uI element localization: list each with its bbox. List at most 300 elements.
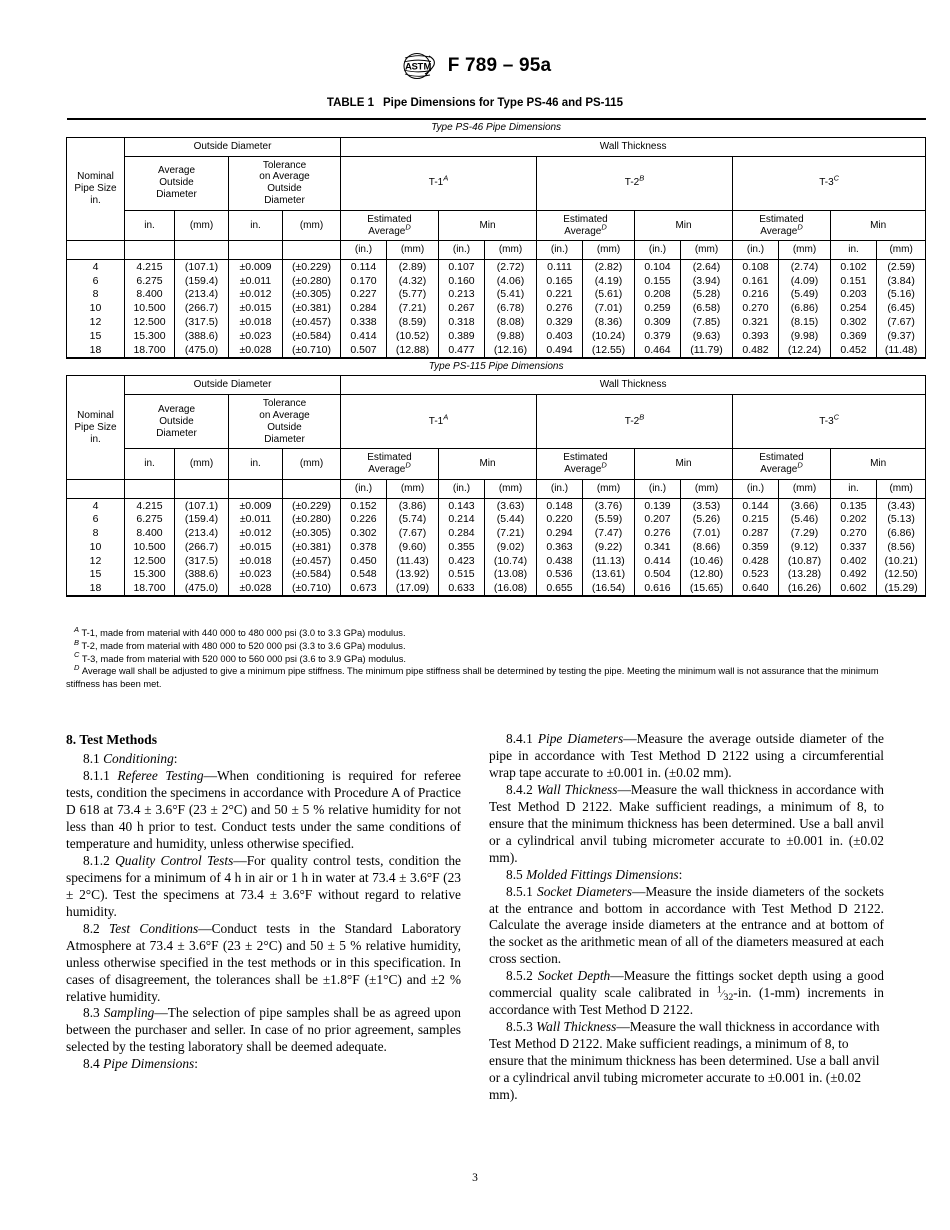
- table-cell: 0.227: [341, 288, 387, 302]
- table-section-band: [67, 358, 926, 376]
- table-cell: (107.1): [175, 260, 229, 274]
- table-cell: (±0.710): [283, 582, 341, 597]
- table-cell: 12.500: [125, 554, 175, 568]
- paragraph-number: 8.5.1: [506, 883, 533, 899]
- table-cell: (5.77): [387, 288, 439, 302]
- table-row: [67, 288, 926, 302]
- paragraph-separator: —: [233, 852, 247, 868]
- table-cell: 0.378: [341, 540, 387, 554]
- table-cell: (5.26): [681, 513, 733, 527]
- header-average-outside-diameter: Average Outside Diameter: [125, 156, 229, 210]
- table-cell: 0.284: [341, 302, 387, 316]
- paragraph: [66, 921, 461, 1006]
- table-cell: (12.88): [387, 343, 439, 358]
- header-t3-est-mm: (mm): [779, 241, 831, 260]
- table-cell: (12.50): [877, 568, 926, 582]
- table-cell: 10: [67, 540, 125, 554]
- table-cell: 0.254: [831, 302, 877, 316]
- table-cell: ±0.012: [229, 288, 283, 302]
- table-cell: (10.46): [681, 554, 733, 568]
- table-cell: (±0.457): [283, 315, 341, 329]
- table-cell: (10.74): [485, 554, 537, 568]
- header-t2-est-in: (in.): [537, 241, 583, 260]
- table-cell: (3.86): [387, 498, 439, 512]
- paragraph-number: 8.5: [506, 866, 523, 882]
- table-cell: (9.22): [583, 540, 635, 554]
- table-cell: 0.170: [341, 274, 387, 288]
- table-cell: 0.369: [831, 329, 877, 343]
- table-title: [0, 97, 950, 109]
- table-cell: 0.482: [733, 343, 779, 358]
- table-row: [67, 582, 926, 597]
- table-cell: 15.300: [125, 568, 175, 582]
- table-cell: 0.207: [635, 513, 681, 527]
- header-t1-est-mm: (mm): [387, 241, 439, 260]
- header-t3-estimated-average: Estimated Average$^D$: [733, 449, 831, 480]
- table-header-row-measures: [67, 449, 926, 480]
- table-cell: (5.74): [387, 513, 439, 527]
- table-cell: (3.43): [877, 498, 926, 512]
- header-t2-est-mm: (mm): [583, 241, 635, 260]
- table-cell: (13.08): [485, 568, 537, 582]
- table-cell: (±0.280): [283, 513, 341, 527]
- table-cell: 0.602: [831, 582, 877, 597]
- table-cell: 18: [67, 582, 125, 597]
- header-t2: T-2$^B$: [537, 395, 733, 449]
- table-cell: 0.341: [635, 540, 681, 554]
- fraction: $^1⁄_{32}$: [716, 984, 734, 1004]
- table-cell: 0.221: [537, 288, 583, 302]
- header-t1-est-in: (in.): [341, 480, 387, 499]
- header-t1-min-in: (in.): [439, 480, 485, 499]
- table-cell: (2.64): [681, 260, 733, 274]
- table-cell: ±0.009: [229, 498, 283, 512]
- table-cell: (11.13): [583, 554, 635, 568]
- table-cell: (8.08): [485, 315, 537, 329]
- table-cell: 0.139: [635, 498, 681, 512]
- table-cell: (388.6): [175, 568, 229, 582]
- header-t2-min-in: (in.): [635, 241, 681, 260]
- header-avg-od-mm: (mm): [175, 210, 229, 241]
- paragraph-number: 8.5.3: [506, 1019, 533, 1035]
- table-cell: 0.270: [831, 526, 877, 540]
- table-cell: 0.318: [439, 315, 485, 329]
- table-cell: 0.151: [831, 274, 877, 288]
- table-cell: (10.24): [583, 329, 635, 343]
- paragraph: [489, 782, 884, 867]
- table-cell: ±0.023: [229, 568, 283, 582]
- table-cell: ±0.023: [229, 329, 283, 343]
- table-cell: 0.111: [537, 260, 583, 274]
- table-cell: 0.673: [341, 582, 387, 597]
- table-cell: (213.4): [175, 288, 229, 302]
- table-row: [67, 526, 926, 540]
- table-cell: 10.500: [125, 540, 175, 554]
- table-cell: 6: [67, 274, 125, 288]
- paragraph: [489, 1019, 884, 1104]
- table-cell: (9.12): [779, 540, 831, 554]
- table-cell: 0.276: [537, 302, 583, 316]
- table-cell: (12.80): [681, 568, 733, 582]
- section-band-label: Type PS-115 Pipe Dimensions: [67, 358, 926, 376]
- paragraph: [489, 731, 884, 782]
- table-cell: (15.65): [681, 582, 733, 597]
- table-header-row-measures: [67, 210, 926, 241]
- table-cell: (7.67): [877, 315, 926, 329]
- table-cell: (11.48): [877, 343, 926, 358]
- table-cell: (7.85): [681, 315, 733, 329]
- header-nominal-pipe-size: Nominal Pipe Size in.: [67, 137, 125, 241]
- table-header-row-units: [67, 480, 926, 499]
- table-cell: 15.300: [125, 329, 175, 343]
- header-t2-estimated-average: Estimated Average$^D$: [537, 210, 635, 241]
- table-row: [67, 343, 926, 358]
- header-outside-diameter: Outside Diameter: [125, 376, 341, 395]
- header-spacer-avg-in: [125, 480, 175, 499]
- table-cell: ±0.018: [229, 554, 283, 568]
- paragraph-text: The selection of pipe samples shall be as agreed upon between the purchaser and seller. In case of no prior agreement, samples selected by the testing laboratory shall be deemed adequate.: [66, 1005, 461, 1055]
- table-cell: (±0.584): [283, 568, 341, 582]
- body-text: [66, 731, 884, 1151]
- pipe-dimensions-table-wrapper: [66, 118, 918, 597]
- table-cell: (4.09): [779, 274, 831, 288]
- paragraph-title: Sampling: [103, 1005, 155, 1021]
- table-caption: Pipe Dimensions for Type PS-46 and PS-115: [382, 97, 624, 109]
- table-cell: (8.36): [583, 315, 635, 329]
- table-cell: 0.359: [733, 540, 779, 554]
- table-cell: 0.165: [537, 274, 583, 288]
- paragraph-number: 8.4: [83, 1056, 100, 1072]
- table-section-band: [67, 119, 926, 137]
- paragraph-number: 8.4.1: [506, 731, 533, 746]
- table-cell: 0.267: [439, 302, 485, 316]
- paragraph-number: 8.5.2: [506, 968, 533, 984]
- table-cell: 0.477: [439, 343, 485, 358]
- header-avg-od-mm: (mm): [175, 449, 229, 480]
- table-cell: ±0.015: [229, 540, 283, 554]
- header-t3-est-mm: (mm): [779, 480, 831, 499]
- table-cell: 0.504: [635, 568, 681, 582]
- paragraph-title: Test Conditions: [109, 920, 199, 936]
- table-cell: 4.215: [125, 498, 175, 512]
- paragraph: [66, 751, 461, 768]
- header-spacer-nominal: [67, 241, 125, 260]
- table-cell: 0.161: [733, 274, 779, 288]
- table-cell: 0.414: [341, 329, 387, 343]
- header-tol-mm: (mm): [283, 449, 341, 480]
- table-cell: (7.01): [583, 302, 635, 316]
- header-t2-estimated-average: Estimated Average$^D$: [537, 449, 635, 480]
- table-cell: 0.135: [831, 498, 877, 512]
- table-cell: 6.275: [125, 513, 175, 527]
- table-cell: 0.216: [733, 288, 779, 302]
- header-t1-min-in: (in.): [439, 241, 485, 260]
- table-number: TABLE 1: [326, 97, 374, 109]
- table-cell: (±0.305): [283, 526, 341, 540]
- table-cell: 12: [67, 554, 125, 568]
- table-cell: (5.46): [779, 513, 831, 527]
- paragraph: [66, 768, 461, 853]
- header-avg-od-in: in.: [125, 210, 175, 241]
- paragraph: [66, 1056, 461, 1073]
- table-cell: (±0.457): [283, 554, 341, 568]
- right-text-column: [489, 731, 884, 1104]
- table-cell: 0.203: [831, 288, 877, 302]
- document-header: [0, 52, 950, 85]
- table-cell: (475.0): [175, 582, 229, 597]
- table-cell: 0.321: [733, 315, 779, 329]
- table-cell: (266.7): [175, 540, 229, 554]
- footnote: [66, 624, 884, 639]
- table-cell: 0.102: [831, 260, 877, 274]
- paragraph-title: Molded Fittings Dimensions: [526, 866, 679, 882]
- table-cell: 18.700: [125, 343, 175, 358]
- table-row: [67, 513, 926, 527]
- table-header-row-subgroups: [67, 156, 926, 210]
- table-cell: (±0.710): [283, 343, 341, 358]
- paragraph-title: Quality Control Tests: [115, 852, 234, 868]
- paragraph-separator: :: [678, 866, 683, 882]
- table-cell: 0.294: [537, 526, 583, 540]
- table-cell: (8.59): [387, 315, 439, 329]
- table-cell: 18: [67, 343, 125, 358]
- table-cell: 0.363: [537, 540, 583, 554]
- table-row: [67, 315, 926, 329]
- paragraph-title: Referee Testing: [117, 768, 204, 784]
- table-cell: (12.24): [779, 343, 831, 358]
- header-nominal-pipe-size: Nominal Pipe Size in.: [67, 376, 125, 480]
- table-cell: (±0.229): [283, 260, 341, 274]
- table-row: [67, 568, 926, 582]
- header-t3-min-in: in.: [831, 480, 877, 499]
- table-cell: (5.44): [485, 513, 537, 527]
- table-cell: 0.160: [439, 274, 485, 288]
- footnote: [66, 665, 884, 690]
- paragraph-separator: —: [623, 731, 637, 746]
- paragraph-text: Measure the inside diameters of the sockets at the entrance and bottom in accordance with Test Method D 2122. Calculate the average inside diameters at the entrance and at bottom of the socket as the arithmetic mean of all of the diameters measured at each cross section.: [489, 883, 884, 967]
- table-cell: (5.61): [583, 288, 635, 302]
- paragraph-number: 8.4.2: [506, 781, 533, 797]
- table-cell: (6.45): [877, 302, 926, 316]
- table-cell: (8.56): [877, 540, 926, 554]
- table-row: [67, 274, 926, 288]
- table-cell: (5.28): [681, 288, 733, 302]
- footnote-text: T-1, made from material with 440 000 to 480 000 psi (3.0 to 3.3 GPa) modulus.: [81, 628, 406, 638]
- table-row: [67, 260, 926, 274]
- table-cell: 0.414: [635, 554, 681, 568]
- table-cell: 8: [67, 526, 125, 540]
- header-t3-min: Min: [831, 210, 926, 241]
- table-cell: 0.452: [831, 343, 877, 358]
- table-cell: 0.309: [635, 315, 681, 329]
- paragraph-separator: —: [617, 781, 631, 797]
- header-spacer-avg-mm: [175, 241, 229, 260]
- footnote: [66, 650, 884, 665]
- header-t2-min: Min: [635, 449, 733, 480]
- table-cell: (9.37): [877, 329, 926, 343]
- header-tol-in: in.: [229, 449, 283, 480]
- table-cell: 0.438: [537, 554, 583, 568]
- header-t1-estimated-average: Estimated Average$^D$: [341, 210, 439, 241]
- paragraph-number: 8.2: [83, 920, 100, 936]
- table-cell: 0.515: [439, 568, 485, 582]
- table-cell: 0.355: [439, 540, 485, 554]
- table-cell: (7.01): [681, 526, 733, 540]
- table-cell: ±0.011: [229, 274, 283, 288]
- table-cell: (5.59): [583, 513, 635, 527]
- left-text-column: [66, 731, 461, 1073]
- header-t3-min-in: in.: [831, 241, 877, 260]
- header-t1: T-1$^A$: [341, 156, 537, 210]
- table-cell: (8.15): [779, 315, 831, 329]
- paragraph-separator: —: [610, 968, 624, 984]
- table-cell: ±0.009: [229, 260, 283, 274]
- table-cell: (7.21): [387, 302, 439, 316]
- table-cell: 0.389: [439, 329, 485, 343]
- header-t3-min-mm: (mm): [877, 480, 926, 499]
- table-cell: (10.52): [387, 329, 439, 343]
- paragraph-title: Pipe Dimensions: [103, 1056, 195, 1072]
- table-cell: 12.500: [125, 315, 175, 329]
- table-row: [67, 498, 926, 512]
- table-cell: ±0.015: [229, 302, 283, 316]
- table-cell: 0.494: [537, 343, 583, 358]
- header-t2-est-mm: (mm): [583, 480, 635, 499]
- table-row: [67, 302, 926, 316]
- table-cell: (6.86): [779, 302, 831, 316]
- paragraph-separator: —: [616, 1019, 630, 1035]
- table-cell: 8.400: [125, 526, 175, 540]
- header-t1-min: Min: [439, 210, 537, 241]
- table-cell: (3.76): [583, 498, 635, 512]
- paragraph-separator: —: [631, 883, 646, 899]
- table-cell: 4: [67, 260, 125, 274]
- table-cell: (13.61): [583, 568, 635, 582]
- table-row: [67, 329, 926, 343]
- table-cell: (5.13): [877, 513, 926, 527]
- footnote-marker: C: [74, 650, 80, 660]
- table-cell: 0.507: [341, 343, 387, 358]
- header-t1-min-mm: (mm): [485, 480, 537, 499]
- table-cell: 0.259: [635, 302, 681, 316]
- footnote-text: T-2, made from material with 480 000 to 520 000 psi (3.3 to 3.6 GPa) modulus.: [81, 640, 406, 651]
- table-cell: (5.49): [779, 288, 831, 302]
- table-cell: 0.640: [733, 582, 779, 597]
- header-t3-estimated-average: Estimated Average$^D$: [733, 210, 831, 241]
- header-t3-min: Min: [831, 449, 926, 480]
- table-cell: ±0.028: [229, 343, 283, 358]
- table-cell: (10.87): [779, 554, 831, 568]
- table-cell: 12: [67, 315, 125, 329]
- header-t3-est-in: (in.): [733, 241, 779, 260]
- table-cell: (6.78): [485, 302, 537, 316]
- table-cell: 0.114: [341, 260, 387, 274]
- header-t3-min-mm: (mm): [877, 241, 926, 260]
- header-tol-mm: (mm): [283, 210, 341, 241]
- table-cell: 10.500: [125, 302, 175, 316]
- header-tolerance-on-average-outside-diameter: Tolerance on Average Outside Diameter: [229, 156, 341, 210]
- header-t2-min: Min: [635, 210, 733, 241]
- table-cell: (±0.584): [283, 329, 341, 343]
- table-cell: (15.29): [877, 582, 926, 597]
- table-cell: 6: [67, 513, 125, 527]
- header-spacer-tol-mm: [283, 241, 341, 260]
- table-cell: 0.329: [537, 315, 583, 329]
- table-cell: (±0.381): [283, 540, 341, 554]
- header-spacer-tol-in: [229, 241, 283, 260]
- header-t1-est-mm: (mm): [387, 480, 439, 499]
- table-cell: 0.107: [439, 260, 485, 274]
- table-cell: (±0.229): [283, 498, 341, 512]
- table-cell: (2.74): [779, 260, 831, 274]
- table-cell: ±0.012: [229, 526, 283, 540]
- paragraph-title: Wall Thickness: [536, 781, 618, 797]
- table-cell: 0.287: [733, 526, 779, 540]
- table-cell: (3.63): [485, 498, 537, 512]
- astm-logo-icon: [399, 52, 439, 80]
- table-cell: 0.302: [831, 315, 877, 329]
- header-spacer-avg-mm: [175, 480, 229, 499]
- table-cell: (7.29): [779, 526, 831, 540]
- header-t2: T-2$^B$: [537, 156, 733, 210]
- table-cell: (5.41): [485, 288, 537, 302]
- table-cell: (±0.381): [283, 302, 341, 316]
- page-number: 3: [472, 1172, 478, 1184]
- table-cell: 0.402: [831, 554, 877, 568]
- section-heading: 8. Test Methods: [66, 732, 158, 747]
- paragraph-text: When conditioning is required for referee tests, condition the specimens in accordance with Procedure A of Practice D 618 at 73.4 ± 3.6°F (23 ± 2°C) and 50 ± 5 % relative humidity for not less than 40 h prior to test. Conduct tests under the same conditions of temperature and humidity, unless otherwise specified.: [66, 768, 461, 851]
- header-spacer-avg-in: [125, 241, 175, 260]
- svg-text:S: S: [411, 61, 418, 73]
- paragraph-separator: :: [194, 1056, 198, 1072]
- table-cell: (16.08): [485, 582, 537, 597]
- header-tol-in: in.: [229, 210, 283, 241]
- header-tolerance-on-average-outside-diameter: Tolerance on Average Outside Diameter: [229, 395, 341, 449]
- header-t1-estimated-average: Estimated Average$^D$: [341, 449, 439, 480]
- table-cell: 0.379: [635, 329, 681, 343]
- header-t2-min-mm: (mm): [681, 241, 733, 260]
- svg-text:M: M: [423, 61, 432, 73]
- pipe-dimensions-table: [66, 118, 926, 597]
- table-cell: (6.86): [877, 526, 926, 540]
- footnote-marker: A: [74, 624, 80, 634]
- table-cell: (388.6): [175, 329, 229, 343]
- table-cell: (2.72): [485, 260, 537, 274]
- table-cell: (4.06): [485, 274, 537, 288]
- table-row: [67, 540, 926, 554]
- document-number: F 789 – 95a: [447, 55, 552, 76]
- paragraph: [489, 867, 884, 884]
- paragraph-title: Wall Thickness: [536, 1019, 617, 1035]
- table-cell: 0.338: [341, 315, 387, 329]
- table-cell: (266.7): [175, 302, 229, 316]
- table-cell: 0.144: [733, 498, 779, 512]
- header-wall-thickness: Wall Thickness: [341, 137, 926, 156]
- table-cell: (3.66): [779, 498, 831, 512]
- header-t1: T-1$^A$: [341, 395, 537, 449]
- header-t1-min: Min: [439, 449, 537, 480]
- table-cell: (12.16): [485, 343, 537, 358]
- table-cell: (17.09): [387, 582, 439, 597]
- paragraph-number: 8.1.2: [83, 852, 110, 868]
- table-cell: (7.67): [387, 526, 439, 540]
- table-cell: 4: [67, 498, 125, 512]
- table-cell: 0.464: [635, 343, 681, 358]
- table-row: [67, 554, 926, 568]
- table-header-row-subgroups: [67, 395, 926, 449]
- footnote-text: Average wall shall be adjusted to give a minimum pipe stiffness. The minimum pipe stiffness shall be determined by testing the pipe. Meeting the minimum wall is not assurance that the minimum stiffness has been met.: [66, 666, 879, 689]
- table-cell: (475.0): [175, 343, 229, 358]
